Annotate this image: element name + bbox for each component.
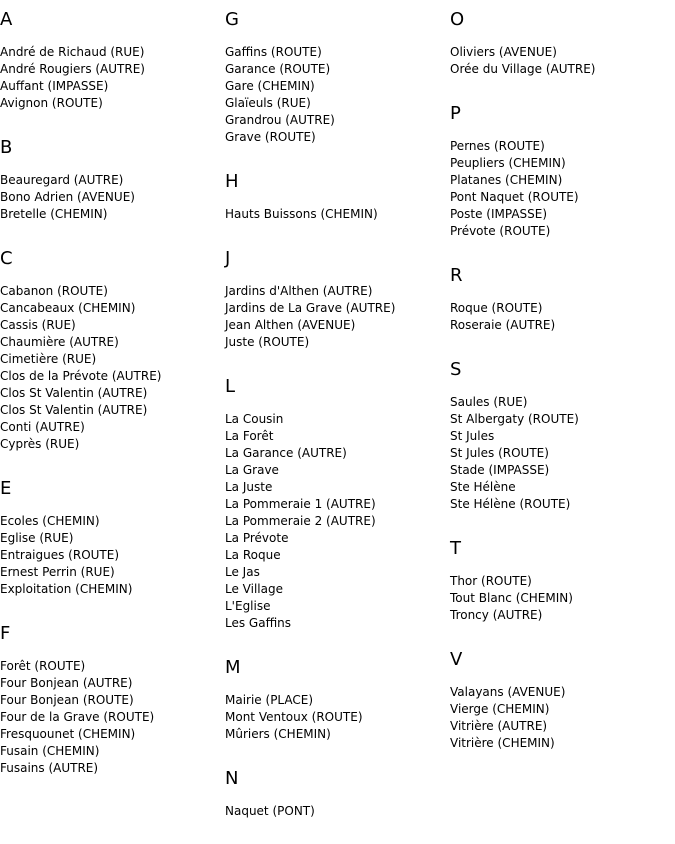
letter-group — [0, 247, 220, 453]
street-item: La Pommeraie 2 (AUTRE) — [225, 514, 376, 528]
letter-heading: L — [225, 376, 236, 397]
street-item: Cabanon (ROUTE) — [0, 284, 108, 298]
letter-heading: T — [450, 538, 461, 559]
street-item: Platanes (CHEMIN) — [450, 173, 563, 187]
street-list — [450, 300, 670, 334]
street-list — [0, 172, 220, 223]
street-item: Grandrou (AUTRE) — [225, 113, 335, 127]
street-item: Mont Ventoux (ROUTE) — [225, 710, 363, 724]
street-item: Forêt (ROUTE) — [0, 659, 86, 673]
street-item: Garance (ROUTE) — [225, 62, 331, 76]
letter-heading: H — [225, 171, 239, 192]
street-list — [225, 803, 445, 820]
street-item: Avignon (ROUTE) — [0, 96, 103, 110]
letter-heading: N — [225, 768, 239, 789]
street-item: Grave (ROUTE) — [225, 130, 316, 144]
street-item: St Albergaty (ROUTE) — [450, 412, 579, 426]
street-item: Eglise (RUE) — [0, 531, 74, 545]
street-item: La Pommeraie 1 (AUTRE) — [225, 497, 376, 511]
street-item: Cancabeaux (CHEMIN) — [0, 301, 136, 315]
street-item: Jardins de La Grave (AUTRE) — [225, 301, 396, 315]
street-item: St Jules (ROUTE) — [450, 446, 549, 460]
street-item: Ste Hélène (ROUTE) — [450, 497, 571, 511]
street-item: Bono Adrien (AVENUE) — [0, 190, 135, 204]
street-item: Hauts Buissons (CHEMIN) — [225, 207, 378, 221]
street-item: Four Bonjean (ROUTE) — [0, 693, 134, 707]
street-list — [0, 44, 220, 112]
street-item: Glaïeuls (RUE) — [225, 96, 311, 110]
street-item: Ecoles (CHEMIN) — [0, 514, 100, 528]
letter-group — [225, 170, 445, 223]
letter-group — [450, 358, 670, 513]
street-list — [0, 513, 220, 598]
street-item: La Roque — [225, 548, 281, 562]
street-item: Peupliers (CHEMIN) — [450, 156, 566, 170]
letter-group — [450, 8, 670, 78]
letter-group — [450, 648, 670, 752]
street-item: Mairie (PLACE) — [225, 693, 314, 707]
street-item: Four Bonjean (AUTRE) — [0, 676, 133, 690]
street-list — [450, 138, 670, 240]
street-item: Mûriers (CHEMIN) — [225, 727, 331, 741]
street-item: Auffant (IMPASSE) — [0, 79, 109, 93]
street-item: Gaffins (ROUTE) — [225, 45, 322, 59]
letter-group — [225, 8, 445, 146]
street-item: Oliviers (AVENUE) — [450, 45, 557, 59]
letter-heading: A — [0, 9, 13, 30]
street-item: Jardins d'Althen (AUTRE) — [225, 284, 373, 298]
street-item: Valayans (AVENUE) — [450, 685, 566, 699]
street-item: L'Eglise — [225, 599, 271, 613]
street-item: La Forêt — [225, 429, 274, 443]
letter-heading: S — [450, 359, 462, 380]
street-item: Fusains (AUTRE) — [0, 761, 99, 775]
street-item: La Prévote — [225, 531, 289, 545]
letter-group — [450, 537, 670, 624]
street-item: Clos St Valentin (AUTRE) — [0, 386, 148, 400]
letter-heading: O — [450, 9, 465, 30]
letter-group — [0, 622, 220, 777]
street-item: Les Gaffins — [225, 616, 292, 630]
street-item: André de Richaud (RUE) — [0, 45, 145, 59]
street-item: Poste (IMPASSE) — [450, 207, 548, 221]
street-list — [0, 283, 220, 453]
street-item: Fusain (CHEMIN) — [0, 744, 100, 758]
street-item: Pont Naquet (ROUTE) — [450, 190, 579, 204]
letter-group — [0, 477, 220, 598]
street-item: Ernest Perrin (RUE) — [0, 565, 115, 579]
street-item: Fresquounet (CHEMIN) — [0, 727, 136, 741]
letter-group — [225, 767, 445, 820]
letter-heading: G — [225, 9, 239, 30]
index-column — [225, 8, 445, 844]
street-item: Naquet (PONT) — [225, 804, 315, 818]
street-item: Le Jas — [225, 565, 260, 579]
street-item: Cassis (RUE) — [0, 318, 76, 332]
street-item: Cyprès (RUE) — [0, 437, 80, 451]
letter-heading: P — [450, 103, 461, 124]
letter-heading: E — [0, 478, 12, 499]
street-item: Thor (ROUTE) — [450, 574, 532, 588]
letter-group — [0, 136, 220, 223]
street-item: Stade (IMPASSE) — [450, 463, 550, 477]
index-column — [450, 8, 670, 776]
street-item: Roseraie (AUTRE) — [450, 318, 556, 332]
street-item: Exploitation (CHEMIN) — [0, 582, 133, 596]
street-item: Juste (ROUTE) — [225, 335, 310, 349]
street-item: Conti (AUTRE) — [0, 420, 85, 434]
letter-heading: C — [0, 248, 13, 269]
letter-heading: V — [450, 649, 463, 670]
letter-group — [225, 656, 445, 743]
street-item: La Cousin — [225, 412, 284, 426]
letter-group — [450, 264, 670, 334]
street-item: Clos de la Prévote (AUTRE) — [0, 369, 162, 383]
street-list — [450, 394, 670, 513]
street-list — [0, 658, 220, 777]
street-item: Cimetière (RUE) — [0, 352, 97, 366]
street-item: Gare (CHEMIN) — [225, 79, 315, 93]
index-column — [0, 8, 220, 801]
street-list — [450, 684, 670, 752]
letter-group — [225, 247, 445, 351]
street-item: St Jules — [450, 429, 495, 443]
letter-group — [450, 102, 670, 240]
street-item: Tout Blanc (CHEMIN) — [450, 591, 573, 605]
letter-heading: F — [0, 623, 11, 644]
letter-heading: J — [225, 248, 231, 269]
street-item: Entraigues (ROUTE) — [0, 548, 120, 562]
street-item: Ste Hélène — [450, 480, 516, 494]
letter-heading: M — [225, 657, 241, 678]
street-item: Vitrière (AUTRE) — [450, 719, 548, 733]
street-item: Bretelle (CHEMIN) — [0, 207, 108, 221]
street-item: Four de la Grave (ROUTE) — [0, 710, 155, 724]
street-item: Orée du Village (AUTRE) — [450, 62, 596, 76]
street-list — [225, 206, 445, 223]
street-item: Prévote (ROUTE) — [450, 224, 551, 238]
street-list — [225, 283, 445, 351]
letter-heading: R — [450, 265, 463, 286]
street-item: La Juste — [225, 480, 273, 494]
street-list — [225, 44, 445, 146]
street-item: Clos St Valentin (AUTRE) — [0, 403, 148, 417]
street-item: Vierge (CHEMIN) — [450, 702, 550, 716]
street-item: Beauregard (AUTRE) — [0, 173, 124, 187]
street-item: Pernes (ROUTE) — [450, 139, 545, 153]
street-item: La Garance (AUTRE) — [225, 446, 347, 460]
street-item: Chaumière (AUTRE) — [0, 335, 119, 349]
street-list — [450, 44, 670, 78]
street-item: La Grave — [225, 463, 279, 477]
street-item: Vitrière (CHEMIN) — [450, 736, 555, 750]
street-item: André Rougiers (AUTRE) — [0, 62, 145, 76]
street-item: Le Village — [225, 582, 283, 596]
street-list — [450, 573, 670, 624]
letter-heading: B — [0, 137, 13, 158]
street-item: Jean Althen (AVENUE) — [225, 318, 356, 332]
street-item: Roque (ROUTE) — [450, 301, 543, 315]
street-list — [225, 411, 445, 632]
street-list — [225, 692, 445, 743]
letter-group — [0, 8, 220, 112]
street-item: Saules (RUE) — [450, 395, 528, 409]
street-item: Troncy (AUTRE) — [450, 608, 543, 622]
letter-group — [225, 375, 445, 632]
